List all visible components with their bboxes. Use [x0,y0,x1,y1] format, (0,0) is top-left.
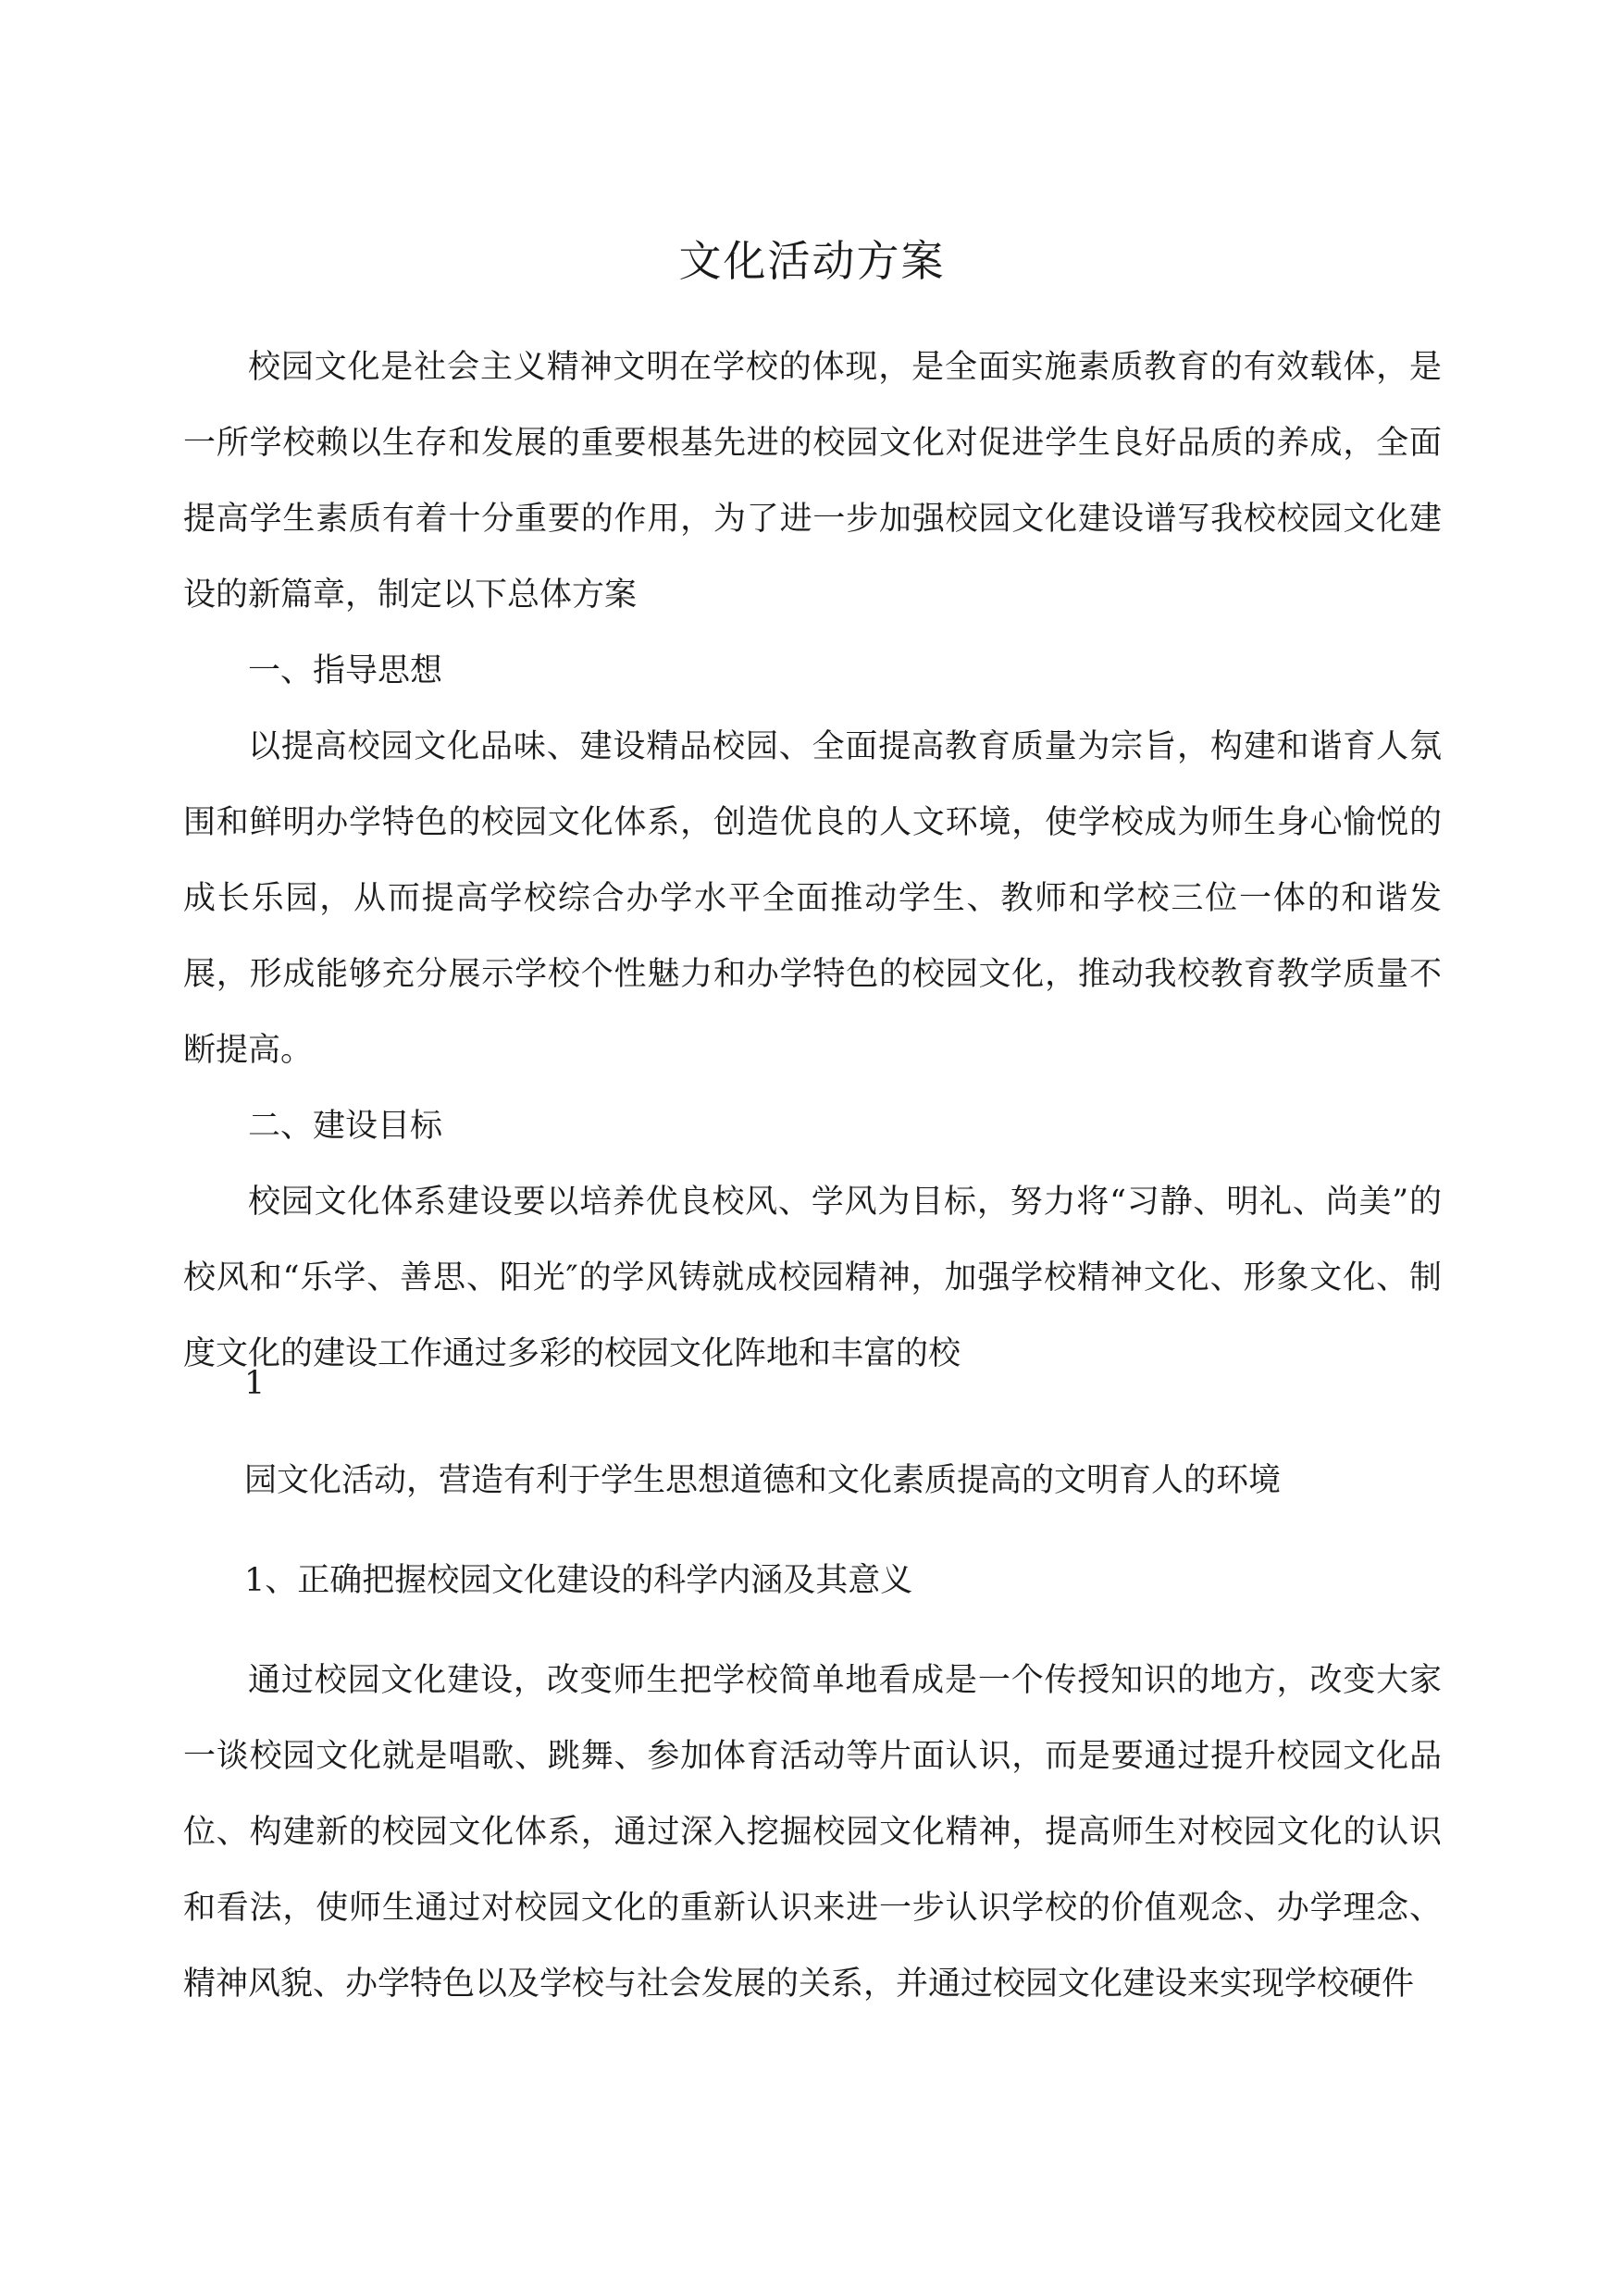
page-number: 1 [244,1365,266,1402]
continuation-line: 园文化活动，营造有利于学生思想道德和文化素质提高的文明育人的环境 [244,1462,1282,1499]
second-section-block [183,1643,1442,2022]
guiding-ideology-paragraph: 以提高校园文化品味、建设精品校园、全面提高教育质量为宗旨，构建和谐育人氛围和鲜明办学特色的校园文化体系，创造优良的人文环境，使学校成为师生身心愉悦的成长乐园，从而提高学校综合办学水平全面推动学生、教师和学校三位一体的和谐发展，形成能够充分展示学校个性魅力和办学特色的校园文化，推动我校教育教学质量不断提高。 [183,728,1442,1069]
intro-paragraph: 校园文化是社会主义精神文明在学校的体现，是全面实施素质教育的有效载体，是一所学校赖以生存和发展的重要根基先进的校园文化对促进学生良好品质的养成，全面提高学生素质有着十分重要的作用，为了进一步加强校园文化建设谱写我校校园文化建设的新篇章，制定以下总体方案 [183,349,1442,614]
subsection-heading-meaning: 1、正确把握校园文化建设的科学内涵及其意义 [244,1562,913,1599]
meaning-paragraph: 通过校园文化建设，改变师生把学校简单地看成是一个传授知识的地方，改变大家一谈校园文化就是唱歌、跳舞、参加体育活动等片面认识，而是要通过提升校园文化品位、构建新的校园文化体系，通过深入挖掘校园文化精神，提高师生对校园文化的认识和看法，使师生通过对校园文化的重新认识来进一步认识学校的价值观念、办学理念、精神风貌、办学特色以及学校与社会发展的关系，并通过校园文化建设来实现学校硬件 [183,1662,1442,2003]
section-heading-construction-goals: 二、建设目标 [248,1108,443,1145]
construction-goals-paragraph: 校园文化体系建设要以培养优良校风、学风为目标，努力将“习静、明礼、尚美”的校风和“乐学、善思、阳光″的学风铸就成校园精神，加强学校精神文化、形象文化、制度文化的建设工作通过多彩的校园文化阵地和丰富的校 [183,1184,1442,1372]
document-title: 文化活动方案 [678,236,946,286]
first-section-block [183,329,1442,1392]
section-heading-guiding-ideology: 一、指导思想 [248,652,443,689]
